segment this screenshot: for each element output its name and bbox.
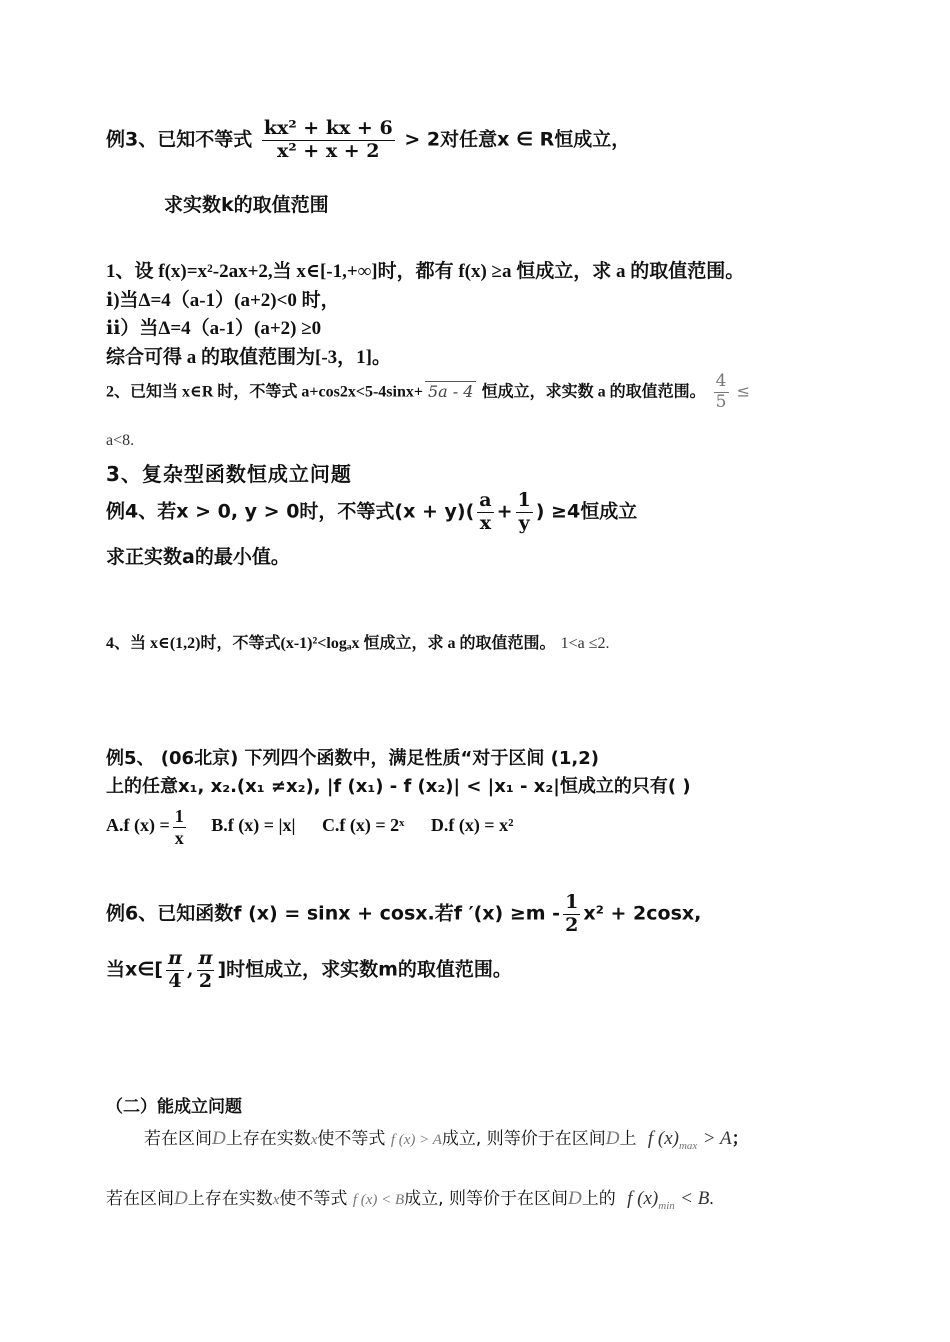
ineq-f-gt-a: f (x) > A bbox=[390, 1132, 442, 1148]
example-3-label: 例3、已知不等式 bbox=[106, 128, 253, 151]
option-b: B.f (x) = |x| bbox=[211, 815, 296, 836]
line-2-text-c: 使不等式 bbox=[279, 1189, 348, 1209]
answer-denominator: 5 bbox=[715, 391, 727, 412]
problem-2-text-end: 恒成立，求实数 a 的取值范围。 bbox=[481, 383, 706, 401]
var-x: x bbox=[310, 1132, 318, 1148]
semicolon: ； bbox=[731, 1129, 749, 1149]
lt-b: < B bbox=[680, 1188, 710, 1209]
problem-2-answer-fraction bbox=[714, 372, 729, 412]
sqrt-radicand: 5a - 4 bbox=[427, 381, 474, 401]
example-3-question: 求实数k的取值范围 bbox=[164, 194, 329, 216]
ineq-f-lt-b: f (x) < B bbox=[352, 1192, 405, 1208]
example-6-text-c: 当x∈[ bbox=[106, 958, 163, 981]
line-1-text-e: 上 bbox=[619, 1129, 637, 1149]
problem-4 bbox=[106, 630, 610, 653]
option-c: C.f (x) = 2ˣ bbox=[321, 815, 405, 836]
option-a-label: A.f (x) = bbox=[106, 815, 170, 836]
fraction-denominator: 2 bbox=[198, 969, 213, 992]
fraction-numerator: 1 bbox=[174, 806, 184, 826]
problem-2-text: 2、已知当 x∈R 时，不等式 a+cos2x<5-4sinx+ bbox=[106, 383, 423, 401]
problem-2-answer-tail: a<8. bbox=[106, 432, 135, 449]
line-1-text-a: 若在区间 bbox=[144, 1129, 212, 1149]
fraction-denominator: x² + x + 2 bbox=[277, 139, 380, 162]
example-6-pi-fraction-2 bbox=[197, 948, 215, 993]
example-6-text-d: ]时恒成立，求实数m的取值范围。 bbox=[217, 958, 512, 981]
fraction-numerator: 1 bbox=[517, 489, 531, 511]
line-1-text-b: 上存在实数 bbox=[225, 1129, 311, 1149]
line-1-text-c: 使不等式 bbox=[317, 1129, 386, 1149]
example-5-line-1: 例5、 (06北京) 下列四个函数中，满足性质“对于区间 (1,2) bbox=[106, 748, 599, 769]
domain-d: D bbox=[605, 1128, 620, 1149]
fraction-denominator: 4 bbox=[168, 969, 182, 992]
option-d: D.f (x) = x² bbox=[430, 815, 514, 836]
problem-1-case-1: ⅰ)当Δ=4（a-1）(a+2)<0 时， bbox=[106, 290, 340, 311]
section-2-line-2 bbox=[106, 1184, 714, 1212]
min-subscript: min bbox=[658, 1199, 675, 1212]
fraction-numerator: π bbox=[167, 947, 182, 969]
example-4 bbox=[106, 490, 637, 535]
example-6-line-2 bbox=[106, 948, 512, 993]
problem-1-conclusion: 综合可得 a 的取值范围为[-3，1]。 bbox=[106, 347, 391, 368]
answer-numerator: 4 bbox=[715, 371, 727, 391]
example-6-text-a: 例6、已知函数f (x) = sinx + cosx.若f ′(x) ≥m - bbox=[106, 902, 561, 925]
fraction-numerator: π bbox=[198, 947, 213, 969]
domain-d: D bbox=[174, 1188, 188, 1209]
problem-4-text: 4、当 x∈(1,2)时，不等式(x-1)²<logₐx 恒成立，求 a 的取值范围。 bbox=[106, 635, 556, 652]
gt-a: > A bbox=[702, 1128, 732, 1149]
f-max-expr bbox=[647, 1128, 698, 1152]
fraction-numerator: kx² + kx + 6 bbox=[263, 117, 393, 139]
example-6-comma: , bbox=[186, 958, 194, 981]
section-3-title: 3、复杂型函数恒成立问题 bbox=[106, 462, 352, 486]
example-4-text-b: ) ≥4恒成立 bbox=[535, 500, 638, 523]
option-a-fraction bbox=[173, 806, 186, 848]
var-x: x bbox=[272, 1192, 280, 1208]
example-4-text-a: 例4、若x > 0, y > 0时，不等式(x + y)( bbox=[106, 500, 475, 523]
domain-d: D bbox=[212, 1128, 226, 1149]
max-subscript: max bbox=[678, 1139, 698, 1152]
example-3-tail: > 2对任意x ∈ R恒成立， bbox=[404, 128, 631, 151]
f-min-expr bbox=[627, 1188, 675, 1212]
example-6-text-b: x² + 2cosx, bbox=[583, 902, 702, 925]
problem-2-answer-le: ≤ bbox=[736, 381, 750, 401]
example-3-fraction bbox=[262, 118, 395, 163]
fraction-numerator: a bbox=[479, 489, 492, 511]
fraction-denominator: x bbox=[479, 511, 492, 534]
example-4-fraction-b bbox=[516, 490, 533, 535]
example-6-fraction bbox=[563, 892, 580, 937]
example-6-line-1 bbox=[106, 892, 701, 937]
period: . bbox=[709, 1189, 714, 1208]
f-min: f (x) bbox=[627, 1188, 659, 1209]
line-2-text-d: 成立, 则等价于在区间 bbox=[404, 1189, 568, 1209]
line-2-text-b: 上存在实数 bbox=[187, 1189, 273, 1209]
line-2-text-e: 上的 bbox=[581, 1189, 616, 1209]
fraction-denominator: 2 bbox=[565, 913, 579, 936]
problem-1-case-2: ⅱ）当Δ=4（a-1）(a+2) ≥0 bbox=[106, 318, 322, 339]
section-2-line-1 bbox=[144, 1124, 749, 1152]
example-5-options bbox=[106, 806, 513, 848]
example-3 bbox=[106, 118, 630, 163]
problem-2-statement bbox=[106, 372, 750, 412]
fraction-numerator: 1 bbox=[565, 891, 579, 913]
sqrt-expression bbox=[425, 381, 476, 401]
f-max: f (x) bbox=[647, 1128, 679, 1149]
example-5-line-2: 上的任意x₁, x₂.(x₁ ≠x₂), |f (x₁) - f (x₂)| < |x₁ - x₂|恒成立的只有( ) bbox=[106, 776, 691, 797]
line-1-text-d: 成立, 则等价于在区间 bbox=[441, 1129, 606, 1149]
line-2-text-a: 若在区间 bbox=[106, 1189, 174, 1209]
example-6-pi-fraction-1 bbox=[166, 948, 184, 993]
section-2-title: （二）能成立问题 bbox=[106, 1097, 242, 1117]
domain-d: D bbox=[567, 1188, 582, 1209]
example-4-question: 求正实数a的最小值。 bbox=[106, 546, 290, 568]
fraction-denominator: y bbox=[518, 511, 530, 534]
example-4-fraction-a bbox=[477, 490, 493, 535]
example-4-plus: + bbox=[496, 500, 513, 523]
option-a bbox=[106, 806, 193, 848]
fraction-denominator: x bbox=[174, 827, 184, 848]
problem-4-answer: 1<a ≤2. bbox=[560, 635, 610, 652]
problem-1-statement: 1、设 f(x)=x²-2ax+2,当 x∈[-1,+∞]时，都有 f(x) ≥a 恒成立，求 a 的取值范围。 bbox=[106, 261, 745, 282]
